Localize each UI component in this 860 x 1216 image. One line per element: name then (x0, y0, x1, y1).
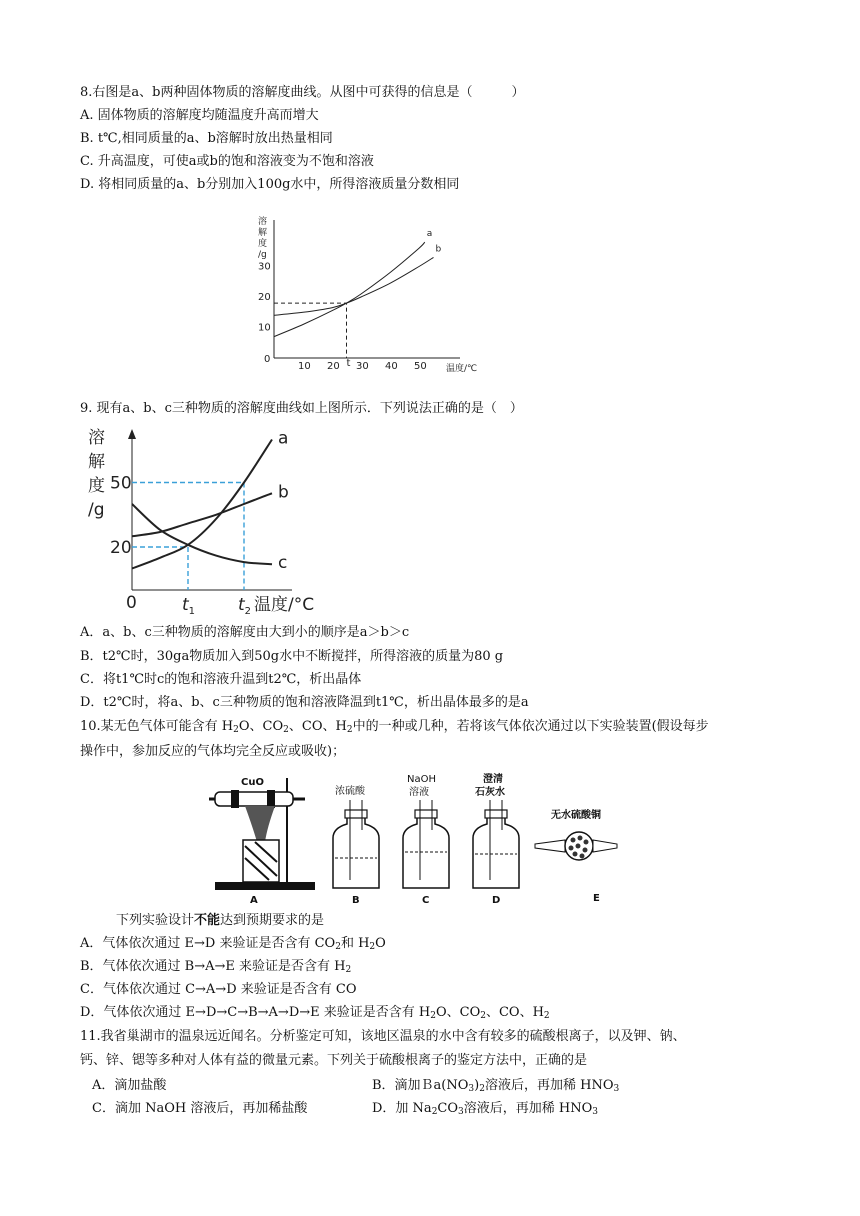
q10-option-d-sub: 2 (543, 1011, 550, 1021)
q8-option-c[interactable]: C. 升高温度，可使a或b的饱和溶液变为不饱和溶液 (80, 154, 374, 169)
apparatus-a (209, 777, 315, 906)
chart2-ylabel-c1: 溶 (88, 428, 105, 448)
q9-option-c[interactable]: C．将t1℃时c的饱和溶液升温到t2℃，析出晶体 (80, 672, 362, 687)
chart1-ylabel-c3: 度 (258, 239, 268, 249)
q10-stem-part: 10.某无色气体可能含有 H (80, 719, 234, 734)
chart2-xtick-t1: $t_1$ (182, 595, 196, 617)
chart1-ylabel-c2: 解 (258, 228, 268, 238)
chart1-series-label-a: a (426, 229, 433, 240)
q10-option-d-part: 、CO、H (485, 1005, 544, 1020)
q11-option-d-sub: 3 (458, 1107, 464, 1117)
chart1-series-a (274, 242, 425, 337)
q11-option-b-part: ) (474, 1078, 480, 1093)
chart2-series-label-c: c (278, 553, 288, 574)
q8-stem: 8.右图是a、b两种固体物质的溶解度曲线。从图中可获得的信息是（ ） (80, 85, 525, 100)
q9-option-d[interactable]: D．t2℃时，将a、b、c三种物质的饱和溶液降温到t1℃，析出晶体最多的是a (80, 695, 529, 710)
chart2-series-a (132, 440, 272, 569)
apparatus-e (535, 808, 617, 904)
q10-stem-line2: 操作中，参加反应的气体均完全反应或吸收)； (80, 744, 346, 759)
apparatus-b-reagent: 浓硫酸 (335, 786, 365, 797)
q11-option-d-part: D．加 Na (372, 1101, 432, 1116)
solubility-chart-abc (82, 425, 342, 620)
q10-prompt-part: 达到预期要求的是 (220, 913, 325, 928)
apparatus-b-bottle (333, 816, 379, 888)
apparatus-a-clamp (231, 790, 239, 808)
chart2-xtick-t2: $t_2$ (238, 595, 252, 617)
apparatus-a-reagent: CuO (241, 777, 264, 788)
chart1-xtick-40: 40 (385, 361, 398, 372)
q11-option-b-sub: 3 (468, 1084, 475, 1094)
q10-option-a[interactable] (80, 934, 386, 954)
apparatus-e-reagent: 无水硫酸铜 (551, 810, 601, 821)
apparatus-c (403, 774, 449, 906)
chart2-ylabel-c2: 解 (88, 452, 105, 472)
q9-option-b[interactable]: B．t2℃时，30ga物质加入到50g水中不断搅拌，所得溶液的质量为80 g (80, 649, 504, 664)
chart2-ylabel (88, 428, 105, 520)
q10-stem-part: 中的一种或几种，若将该气体依次通过以下实验装置(假设每步 (352, 719, 709, 734)
chart1-ylabel-c1: 溶 (258, 217, 268, 227)
q10-option-b-part: B．气体依次通过 B→A→E 来验证是否含有 H (80, 959, 346, 974)
chart2-series-label-a: a (278, 428, 289, 449)
chart2-reference-line-1 (132, 547, 188, 590)
chart2-y-arrow (128, 429, 136, 439)
apparatus-label-a: A (250, 895, 258, 906)
chart1-ytick-20: 20 (258, 292, 271, 303)
chart1-series-label-b: b (435, 244, 442, 255)
apparatus-label-e: E (593, 893, 600, 904)
q11-option-d[interactable] (372, 1099, 598, 1119)
q11-option-b-sub: 2 (479, 1084, 485, 1094)
q10-option-a-sub: 2 (335, 942, 341, 952)
apparatus-c-reagent-2: 溶液 (409, 787, 429, 798)
q11-option-d-part: CO (437, 1101, 459, 1116)
q10-stem-part: 、CO、H (288, 719, 347, 734)
chart1-ylabel-c4: /g (258, 250, 267, 260)
chart2-origin-label: 0 (126, 593, 137, 613)
q11-option-c[interactable]: C．滴加 NaOH 溶液后，再加稀盐酸 (92, 1101, 308, 1116)
apparatus-a-clamp2 (267, 790, 275, 808)
apparatus-figure (205, 770, 645, 905)
q10-prompt (116, 911, 324, 931)
apparatus-label-c: C (422, 895, 430, 906)
q10-option-d-part: O、CO (435, 1005, 481, 1020)
q10-option-a-sub: 2 (369, 942, 376, 952)
chart2-series-b (132, 493, 272, 536)
apparatus-label-b: B (352, 895, 360, 906)
q10-stem-line1 (80, 717, 709, 737)
q10-option-b-sub: 2 (345, 965, 352, 975)
chart2-ylabel-c3: 度 (88, 476, 105, 496)
chart1-xlabel: 温度/℃ (446, 364, 478, 374)
q11-option-b-sub: 3 (613, 1084, 620, 1094)
apparatus-d-reagent-1: 澄清 (483, 774, 503, 785)
chart1-xtick-30: 30 (356, 361, 369, 372)
chart1-origin-label: 0 (264, 354, 271, 365)
q11-stem-line2: 钙、锌、锶等多种对人体有益的微量元素。下列关于硫酸根离子的鉴定方法中，正确的是 (80, 1053, 588, 1068)
chart1-xtick-50: 50 (414, 361, 427, 372)
q11-option-d-sub: 2 (431, 1107, 438, 1117)
apparatus-d (473, 772, 519, 906)
q10-stem-sub: 2 (233, 725, 239, 735)
apparatus-c-reagent-1: NaOH (407, 774, 436, 785)
chart2-xlabel: 温度/°C (254, 595, 315, 615)
q8-option-a[interactable]: A. 固体物质的溶解度均随温度升高而增大 (80, 108, 319, 123)
q10-stem-part: O、CO (238, 719, 284, 734)
apparatus-a-flame (245, 806, 275, 842)
chart2-series-label-b: b (278, 482, 289, 503)
q10-option-d-part: D．气体依次通过 E→D→C→B→A→D→E 来验证是否含有 H (80, 1005, 431, 1020)
apparatus-b (333, 784, 379, 906)
q10-option-a-part: A．气体依次通过 E→D 来验证是否含有 CO (80, 936, 336, 951)
q9-stem: 9. 现有a、b、c三种物质的溶解度曲线如上图所示．下列说法正确的是（ ） (80, 401, 523, 416)
q10-option-b[interactable] (80, 957, 351, 977)
q11-option-a[interactable]: A．滴加盐酸 (92, 1078, 167, 1093)
q10-prompt-part: 下列实验设计 (116, 913, 195, 928)
q8-option-b[interactable]: B. t℃,相同质量的a、b溶解时放出热量相同 (80, 131, 333, 146)
chart1-ylabel (258, 215, 267, 260)
apparatus-b-stopper (345, 810, 367, 818)
q10-option-c[interactable]: C．气体依次通过 C→A→D 来验证是否含有 CO (80, 982, 357, 997)
apparatus-d-reagent-2: 石灰水 (475, 787, 505, 798)
apparatus-d-stopper (485, 810, 507, 818)
q10-stem-sub: 2 (283, 725, 289, 735)
q11-option-d-part: 溶液后，再加稀 HNO (463, 1101, 593, 1116)
q9-option-a[interactable]: A．a、b、c三种物质的溶解度由大到小的顺序是a＞b＞c (80, 625, 410, 640)
apparatus-d-bottle (473, 816, 519, 888)
apparatus-e-outlet (593, 840, 617, 852)
q11-option-d-sub: 3 (592, 1107, 599, 1117)
chart2-ytick-20: 20 (110, 538, 132, 558)
chart2-ylabel-c4: /g (88, 500, 105, 520)
chart1-xtick-10: 10 (298, 361, 311, 372)
chart1-xtick-t: t (346, 358, 351, 369)
apparatus-e-inlet (535, 840, 565, 852)
apparatus-label-d: D (492, 895, 501, 906)
q10-stem-sub: 2 (346, 725, 353, 735)
q11-stem-line1: 11.我省巢湖市的温泉远近闻名。分析鉴定可知，该地区温泉的水中含有较多的硫酸根离子，以及钾、钠、 (80, 1029, 686, 1044)
apparatus-c-stopper (415, 810, 437, 818)
chart2-ytick-50: 50 (110, 473, 132, 494)
q10-option-d-sub: 2 (480, 1011, 486, 1021)
q10-option-a-part: O (375, 936, 386, 951)
q11-option-b[interactable] (372, 1076, 619, 1096)
chart1-xtick-20: 20 (327, 361, 340, 372)
apparatus-a-stand-base (215, 882, 315, 890)
chart1-series-b (274, 257, 434, 315)
q10-option-a-part: 和 H (340, 936, 370, 951)
chart1-ytick-30: 30 (258, 261, 271, 273)
solubility-chart-ab (250, 210, 478, 380)
q10-option-d-sub: 2 (430, 1011, 436, 1021)
q10-option-d[interactable] (80, 1003, 550, 1023)
q11-option-b-part: B．滴加Ｂa(NO (372, 1078, 469, 1093)
q11-option-b-part: 溶液后，再加稀 HNO (484, 1078, 614, 1093)
q8-option-d[interactable]: D. 将相同质量的a、b分别加入100g水中，所得溶液质量分数相同 (80, 177, 460, 192)
q10-prompt-emphasis: 不能 (194, 913, 221, 928)
apparatus-a-tube (215, 792, 293, 806)
chart1-ytick-10: 10 (258, 322, 271, 334)
